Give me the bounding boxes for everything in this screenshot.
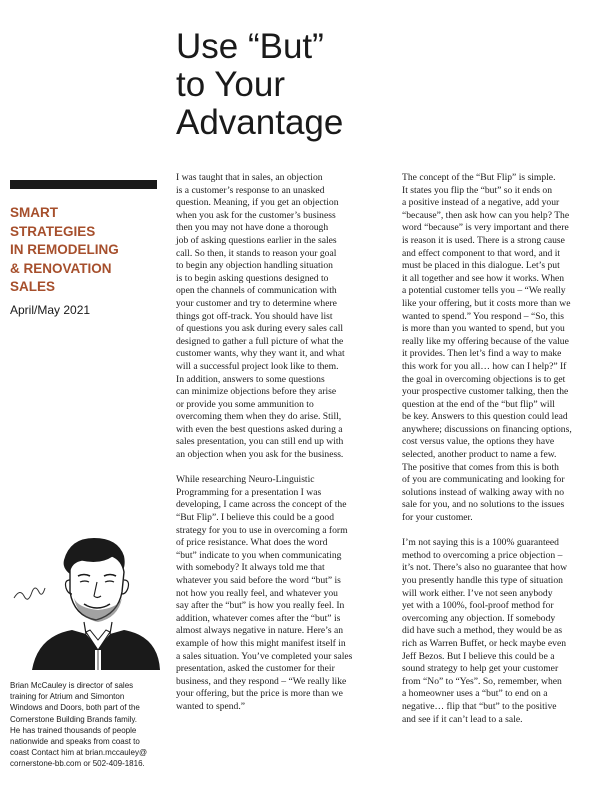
text-line: a positive instead of a negative, add your: [402, 197, 560, 209]
bio-line: Cornerstone Building Brands family.: [10, 714, 138, 724]
text-line: While researching Neuro-Linguistic: [176, 474, 315, 486]
text-line: business, and they respond – “We really like: [176, 675, 347, 687]
text-line: to begin any objection handling situation: [176, 260, 333, 272]
bio-line: coast Contact him at brian.mccauley@: [10, 748, 148, 758]
text-line: overcoming any objection. If somebody: [402, 612, 556, 624]
text-line: I was taught that in sales, an objection: [176, 172, 323, 183]
text-line: be key. Answers to this question could lead: [402, 411, 568, 423]
text-line: “But Flip”. I believe this could be a good: [176, 512, 334, 524]
text-line: your prospective customer talking, then the: [402, 386, 569, 398]
text-line: solutions instead of walking away with no: [402, 486, 565, 498]
text-line: Programming for a presentation I was: [176, 486, 322, 498]
column-name-line: IN REMODELING: [10, 242, 119, 257]
text-line: this work for you all… how can I help?” If: [402, 360, 567, 372]
bio-line: cornerstone-bb.com or 502-409-1816.: [10, 759, 145, 769]
column-name-line: SMART: [10, 205, 58, 220]
text-line: method to overcoming a price objection –: [402, 549, 563, 561]
text-line: rich as Warren Buffet, or heck maybe even: [402, 637, 567, 649]
paragraph: [402, 172, 598, 525]
text-line: The positive that comes from this is both: [402, 461, 559, 473]
text-line: question at the end of the “but flip” will: [402, 398, 555, 410]
paragraph: [176, 172, 372, 462]
text-line: I’m not saying this is a 100% guaranteed: [402, 537, 559, 549]
text-line: sales presentation, you can still end up with: [176, 436, 344, 448]
text-line: for your customer.: [402, 512, 473, 524]
column-name-line: SALES: [10, 279, 56, 294]
text-line: sale for you, and no solutions to the issues: [402, 499, 565, 511]
text-line: with somebody? It always told me that: [176, 562, 325, 574]
text-line: wanted to spend.”: [176, 700, 246, 712]
paragraph: [176, 474, 372, 713]
text-line: a sales situation. You’ve completed your sales: [176, 650, 353, 662]
text-line: “because”, then ask how can you help? The: [402, 209, 570, 221]
text-line: wanted to spend.” You respond – “So, this: [402, 310, 565, 322]
column-name-line: STRATEGIES: [10, 223, 96, 239]
text-line: a homeowner uses a “but” to end on a: [402, 688, 548, 700]
text-line: cost versus value, the options they have: [402, 436, 555, 448]
text-line: when you ask for the customer’s business: [176, 209, 336, 221]
text-line: will work either. I’ve not seen anybody: [402, 587, 553, 599]
text-line: is more than you wanted to spend, but you: [402, 323, 565, 335]
text-line: then you may not have done a thorough: [176, 222, 329, 234]
text-line: whatever you said before the word “but” is: [176, 575, 341, 586]
text-line: yet with a 100%, fool-proof method for: [402, 600, 554, 612]
text-line: of you are communicating and looking for: [402, 474, 565, 486]
text-line: almost always negative in nature. Here’s an: [176, 625, 344, 637]
paragraph: [402, 537, 598, 726]
text-line: addition, whatever comes after the “but” is: [176, 612, 341, 624]
text-line: and see if it can’t lead to a sale.: [402, 713, 523, 725]
text-line: selected, another product to name a few.: [402, 449, 557, 461]
author-portrait: [12, 532, 160, 670]
text-line: It states you flip the “but” so it ends on: [402, 184, 553, 196]
text-line: Jeff Bezos. But I believe this could be a: [402, 650, 555, 662]
text-line: is to begin asking questions designed to: [176, 272, 329, 284]
text-line: like your offering, but it costs more than we: [402, 297, 571, 309]
text-line: it all together and see how it works. When: [402, 272, 565, 284]
text-line: say after the “but” is how you really feel. In: [176, 600, 345, 612]
title-line: Use “But”: [176, 27, 324, 66]
title-line: to Your: [176, 65, 285, 104]
text-line: a potential customer tells you – “We really: [402, 285, 566, 297]
text-line: sound strategy to help get your customer: [402, 663, 559, 675]
text-line: an objection when you ask for the business.: [176, 449, 344, 461]
author-bio: [10, 680, 160, 770]
text-line: the goal in overcoming objections is to get: [402, 373, 566, 385]
text-line: anywhere; discussions on financing options,: [402, 423, 572, 435]
text-line: designed to gather a full picture of what the: [176, 335, 344, 347]
bio-line: Brian McCauley is director of sales: [10, 681, 134, 690]
text-line: question. Meaning, if you get an objection: [176, 197, 339, 209]
issue-date: April/May 2021: [10, 303, 91, 317]
text-line: your customer and try to determine where: [176, 297, 337, 309]
text-line: must be placed in this dialogue. Let’s put: [402, 260, 560, 272]
text-line: of questions you ask during every sales call: [176, 323, 344, 335]
bio-line: He has trained thousands of people: [10, 725, 137, 735]
title-line: Advantage: [176, 103, 344, 142]
text-line: strategy for you to use in overcoming a form: [176, 524, 348, 536]
text-line: “but” indicate to you when communicating: [176, 549, 342, 561]
bio-line: nationwide and speaks from coast to: [10, 737, 140, 747]
text-line: not how you really feel, and whatever you: [176, 587, 338, 599]
text-line: overcoming them when they do arise. Still,: [176, 411, 342, 423]
text-line: and effect component to that word, and it: [402, 247, 561, 259]
text-line: presentation, asked the customer for their: [176, 663, 335, 675]
bio-line: training for Atrium and Simonton: [10, 692, 125, 702]
article-column-2: [402, 172, 598, 739]
text-line: open the channels of communication with: [176, 285, 337, 297]
article-column-1: [176, 172, 372, 726]
column-name: [10, 204, 170, 297]
text-line: customer wants, why they want it, and what: [176, 348, 345, 360]
text-line: really like my offering because of the value: [402, 335, 569, 347]
text-line: In addition, answers to some questions: [176, 373, 325, 385]
text-line: will a successful project look like to them.: [176, 360, 339, 372]
text-line: your offering, but the price is more than we: [176, 688, 343, 700]
column-name-line: & RENOVATION: [10, 260, 112, 276]
text-line: developing, I came across the concept of the: [176, 499, 347, 511]
text-line: example of how this might manifest itself in: [176, 637, 346, 649]
text-line: it’s not. There’s also no guarantee that how: [402, 562, 568, 574]
text-line: is a customer’s response to an unasked: [176, 184, 325, 196]
text-line: did have such a method, they would be as: [402, 625, 563, 637]
bio-line: Windows and Doors, both part of the: [10, 703, 140, 713]
text-line: you presently handle this type of situation: [402, 575, 563, 586]
text-line: can minimize objections before they arise: [176, 386, 337, 398]
text-line: or provide you some ammunition to: [176, 398, 314, 410]
text-line: word “because” is very important and there: [402, 222, 569, 234]
text-line: negative… flip that “but” to the positive: [402, 700, 557, 712]
text-line: with even the best questions asked during a: [176, 423, 343, 435]
section-rule: [10, 180, 157, 189]
text-line: call. So then, it stands to reason your goal: [176, 247, 337, 259]
text-line: is reason it is used. There is a strong cause: [402, 234, 565, 246]
text-line: it provides. Then let’s find a way to make: [402, 348, 562, 360]
text-line: things got off-track. You should have list: [176, 310, 333, 322]
text-line: The concept of the “But Flip” is simple.: [402, 172, 556, 183]
text-line: from “No” to “Yes”. So, remember, when: [402, 675, 562, 687]
text-line: of price resistance. What does the word: [176, 537, 328, 549]
text-line: job of asking questions earlier in the sales: [176, 234, 337, 246]
article-title: [176, 28, 343, 142]
